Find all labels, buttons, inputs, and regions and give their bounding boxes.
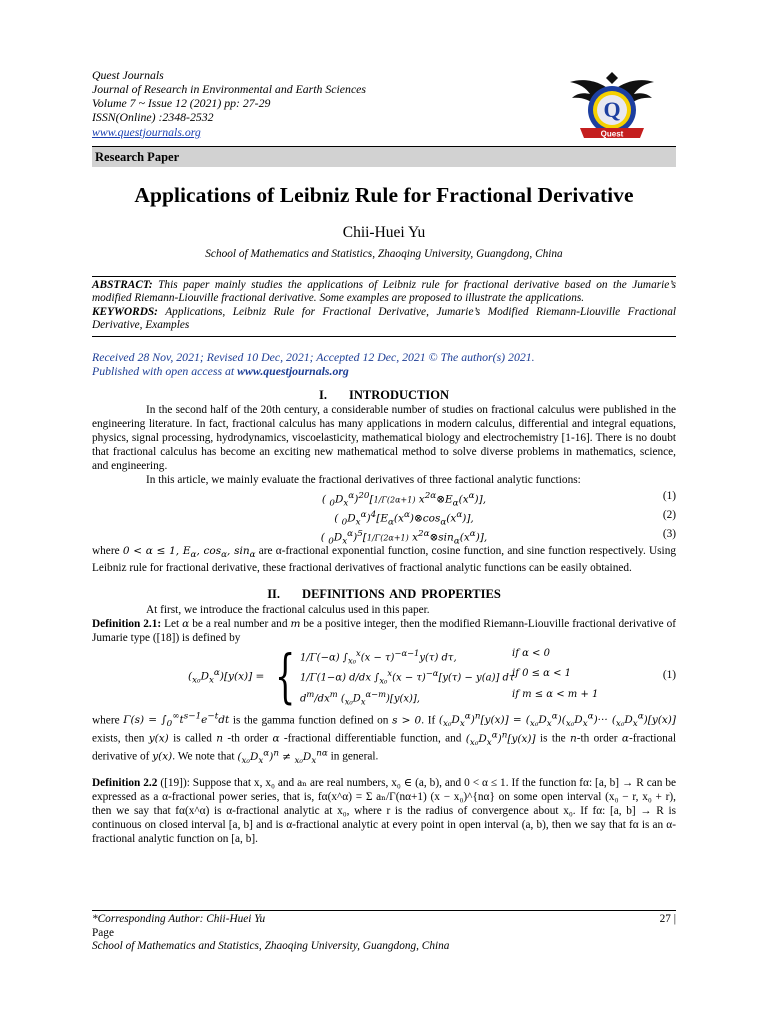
keywords: [92, 306, 676, 333]
journal-issn: ISSN(Online) :2348-2532: [92, 110, 214, 125]
intro-paragraph-1: In the second half of the 20th century, a considerable number of studies on fractional calculus were published in the engineering literature. In fact, fractional calculus has many applications in modern calculus, differential and integral equations, physics, signal processing, hydrodynamics, viscoelasticity, mathematical biology and electrochemistry [1-16]. There is no doubt that fractional calculus has become an exciting new mathematical method to solve diverse problems in mathematics, science, and engineering.: [92, 404, 676, 473]
equation-number: (1): [662, 668, 676, 681]
gamma-paragraph: where $\Gamma(s) = \int_0^\infty t^{s-1}e^{-t}dt$ is the gamma function defined on s > 0. If $(_{x_0}D_x^\alpha)^n[y(x)] = (_{x_0}D_x^\alpha)(_{x_0}D_x^\alpha)\cdot\cdot\cdot (_{x_0}D_x^\alpha)[y(x)]$ exists, then y(x) is called n -th order α -fractional differentiable function, and $(_{x_0}D_x^\alpha)^n[y(x)]$ is the n-th order α-fractional derivative of y(x). We note that $(_{x_0}D_x^\alpha)^n \ne _{x_0}D_x^{n\alpha}$ in general.: [92, 711, 676, 767]
definition-2-2-text: Suppose that x, x₀ and aₙ are real numbers, x₀ ∈ (a, b), and 0 < α ≤ 1. If the function fα: [a, b] → R can be expressed as a α-fractional power series, that is, fα(x^α) = Σ aₙ/Γ(nα+1) (x − x₀)^{nα} on some open interval (x₀ − r, x₀ + r), then we say that fα(x^α) is α-fractional analytic at x₀, where r is the radius of convergence about x₀. If fα: [a, b] → R is continuous on closed interval [a, b] and is α-fractional analytic at every point in open interval (a, b), then we say that fα is an α-fractional analytic function on [a, b].: [92, 776, 676, 845]
where-word: where: [92, 545, 123, 558]
definition-2-2: [92, 776, 676, 846]
case-condition-3: if m ≤ α < m + 1: [512, 688, 599, 700]
definition-2-1: Definition 2.1: Let α be a real number and m be a positive integer, then the modified Riemann-Liouville fractional derivative of Jumarie type ([18]) is defined by: [92, 617, 676, 644]
abstract-text: This paper mainly studies the applications of Leibniz rule for fractional derivative based on the Jumarie’s modified Riemann-Liouville fractional derivative. Some examples are proposed to illustrate the applications.: [92, 278, 676, 305]
def21-text-c: be a positive integer, then the modified Riemann-Liouville fractional derivative of Jumarie type ([18]) is defined by: [92, 617, 676, 644]
paper-type-bar: Research Paper: [92, 146, 676, 167]
definition-2-1-label: Definition 2.1:: [92, 617, 162, 630]
section-title: INTRODUCTION: [348, 387, 449, 402]
page-number: 27 |: [659, 913, 676, 925]
equation-number: (1): [662, 490, 676, 503]
definition-2-2-ref: ([19]):: [157, 776, 193, 789]
intro-paragraph-2: In this article, we mainly evaluate the fractional derivatives of three factional analytic functions:: [146, 474, 581, 487]
section-heading-definitions: [92, 587, 676, 603]
def21-text-b: be a real number and: [189, 617, 291, 630]
exists-text: exists, then: [92, 732, 149, 745]
section-title: DEFINITIONS AND PROPERTIES: [302, 587, 501, 602]
def21-text-a: Let: [161, 617, 183, 630]
equation-1: ( $_0D_x^\alpha)^{20}[1/\Gamma(2\alpha+1)$ $x^{2\alpha}\otimes E_\alpha(x^\alpha)$], (1): [92, 487, 676, 506]
publication-dates: [92, 350, 676, 379]
intro-paragraph-3: where 0 < α ≤ 1, $E_\alpha$, $\cos_\alpha$, $\sin_\alpha$ are α-fractional exponential function, cosine function, and sine function respectively. Using Leibniz rule for fractional derivative, these fractional derivatives of fractional analytic functions can be easily obtained.: [92, 545, 676, 575]
paper-title: Applications of Leibniz Rule for Fractional Derivative: [134, 182, 634, 207]
deriv-of-text: -fractional derivative of: [92, 732, 676, 763]
keywords-label: KEYWORDS:: [92, 305, 158, 318]
author-name: Chii-Huei Yu: [342, 224, 426, 242]
definition-2-1-equation: $(_{x_0}D_x^\alpha)[y(x)]$ = { 1/Γ(−α) $\int_{x_0}^x(x - \tau)^{-\alpha-1}y(\tau)$ dτ, if α < 0 1/Γ(1−α) d/dx $\int_{x_0}^x(x - \tau)^{-\alpha}[y(\tau) - y(a)]$ dτ if 0 ≤ α < 1 $d^m/dx^m$ $(_{x_0}D_x^{\alpha-m})[y(x)]$, if m ≤ α < m + 1 (1): [188, 641, 676, 710]
section-heading-introduction: [92, 388, 676, 404]
equation-3: ( $_0D_x^\alpha)^5[1/\Gamma(2\alpha+1)$ $x^{2\alpha}\otimes\sin_\alpha(x^\alpha)$], (3): [92, 525, 676, 544]
equation-number: (3): [662, 528, 676, 541]
equation-2: ( $_0D_x^\alpha)^4[E_\alpha(x^\alpha)\otimes\cos_\alpha(x^\alpha)]$, (2): [92, 506, 676, 525]
page-footer: [92, 910, 676, 954]
quest-logo: [566, 72, 658, 146]
journal-name: Quest Journals: [92, 68, 164, 82]
open-access-line: [92, 364, 676, 378]
journal-volume: Volume 7 ~ Issue 12 (2021) pp: 27-29: [92, 96, 271, 111]
called-text: is called: [168, 732, 217, 745]
case-condition-2: if 0 ≤ α < 1: [512, 667, 572, 679]
journal-full-name: Journal of Research in Environmental and Earth Sciences: [92, 82, 367, 97]
author-affiliation: School of Mathematics and Statistics, Zhaoqing University, Guangdong, China: [205, 247, 563, 260]
keywords-text: Applications, Leibniz Rule for Fractional Derivative, Jumarie’s Modified Riemann-Liouville Fractional Derivative, Examples: [92, 305, 676, 332]
section-number: I.: [318, 387, 327, 402]
journal-url-link[interactable]: www.questjournals.org: [92, 124, 201, 139]
open-access-site: www.questjournals.org: [237, 364, 349, 379]
intro-paragraph-3-text: are α-fractional exponential function, cosine function, and sine function respectively. Using Leibniz rule for fractional derivative, these fractional derivatives of fractional analytic functions can be easily obtained.: [92, 545, 676, 575]
logo-q-letter: Q: [603, 97, 621, 122]
abstract: [92, 279, 676, 306]
definition-2-2-label: Definition 2.2: [92, 776, 158, 789]
section-number: II.: [267, 587, 281, 602]
page-word: Page: [92, 926, 114, 939]
logo-ribbon-text: Quest: [600, 129, 624, 139]
equation-number: (2): [662, 509, 676, 522]
case-condition-1: if α < 0: [512, 647, 550, 659]
general-text: in general.: [327, 750, 379, 763]
dates-line: Received 28 Nov, 2021; Revised 10 Dec, 2021; Accepted 12 Dec, 2021 © The author(s) 2021.: [92, 349, 535, 364]
footer-affiliation: School of Mathematics and Statistics, Zhaoqing University, Guangdong, China: [92, 940, 450, 953]
nth-text: -th order: [223, 732, 273, 745]
abstract-label: ABSTRACT:: [92, 278, 153, 291]
abstract-box: [92, 276, 676, 337]
definitions-intro: At first, we introduce the fractional calculus used in this paper.: [146, 603, 430, 616]
gamma-text: is the gamma function defined on: [229, 714, 393, 727]
is-nth-text: is the: [535, 732, 570, 745]
note-text: . We note that: [172, 750, 238, 763]
nth-order-text: -th order: [576, 732, 622, 745]
diff-text: -fractional differentiable function, and: [279, 732, 466, 745]
open-access-prefix: Published with open access at: [92, 364, 238, 379]
corresponding-author: *Corresponding Author: Chii-Huei Yu: [92, 913, 266, 925]
